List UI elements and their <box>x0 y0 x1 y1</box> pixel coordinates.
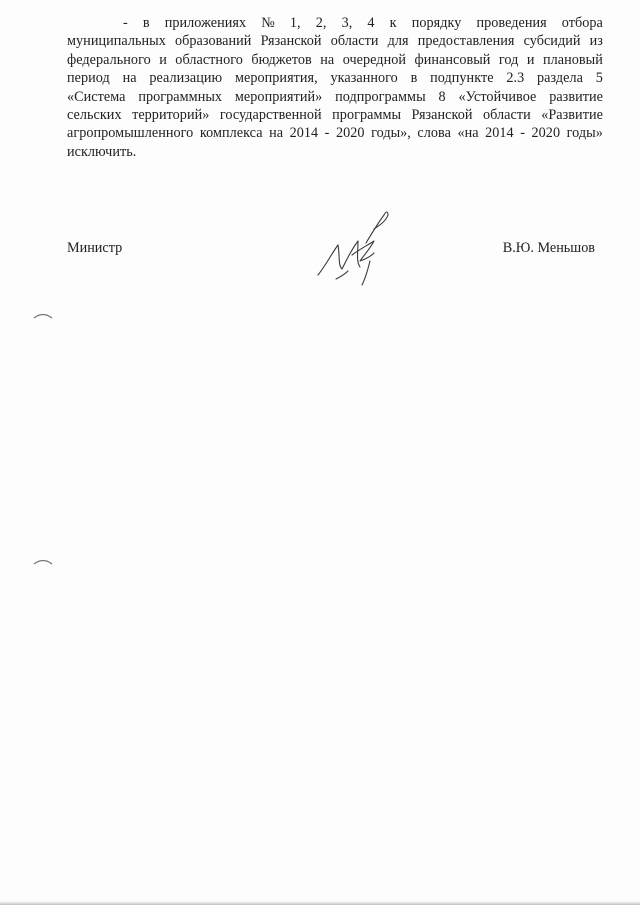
paragraph-word: сельских <box>67 106 122 123</box>
paragraph-word: период <box>67 70 110 87</box>
paragraph-word: областного <box>175 51 243 68</box>
paragraph-word: предоставления <box>417 33 515 50</box>
paragraph-word: области <box>482 106 531 123</box>
paragraph-word: государственной <box>219 106 322 123</box>
paragraph-word: Рязанской <box>260 33 322 50</box>
paragraph-word: очередной <box>342 51 406 68</box>
paragraph-line <box>67 69 603 87</box>
paragraph-word: для <box>387 33 409 50</box>
paragraph-word: из <box>589 33 603 50</box>
paragraph-word: финансовый <box>414 51 491 68</box>
paragraph-word: программы <box>332 106 402 123</box>
paragraph-word: на <box>269 125 284 142</box>
punch-hole-mark <box>33 558 53 566</box>
paragraph-word: отбора <box>561 15 603 31</box>
paragraph-line <box>67 14 603 32</box>
paragraph-word: - <box>123 15 128 31</box>
paragraph-word: 2014 <box>485 125 514 142</box>
paragraph-word: субсидий <box>523 33 581 50</box>
paragraph-word: программных <box>138 88 223 105</box>
paragraph-word: раздела <box>537 70 583 87</box>
paragraph-word: 8 <box>438 88 446 105</box>
paragraph-line <box>67 88 603 106</box>
paragraph-word: 5 <box>595 70 603 87</box>
paragraph-word: слова <box>417 125 451 142</box>
paragraph-word: 2.3 <box>506 70 525 87</box>
paragraph-word: в <box>142 15 150 31</box>
signatory-title: Министр <box>67 240 123 256</box>
paragraph-word: 2014 <box>289 125 319 142</box>
paragraph-word: муниципальных <box>67 33 166 50</box>
paragraph-word: - <box>324 125 330 142</box>
paragraph-word: приложениях <box>164 15 247 31</box>
punch-hole-mark <box>33 312 53 320</box>
handwritten-signature <box>308 205 398 295</box>
paragraph-word: «Устойчивое <box>458 88 537 105</box>
paragraph-word: «Развитие <box>541 106 603 123</box>
paragraph-word: мероприятия, <box>234 70 318 87</box>
signatory-name: В.Ю. Меньшов <box>502 240 595 256</box>
paragraph-line <box>67 51 603 69</box>
paragraph-word: к <box>389 15 397 31</box>
paragraph-word: на <box>122 70 137 87</box>
paragraph-word: проведения <box>476 15 547 31</box>
paragraph-line <box>67 32 603 50</box>
paragraph-word: подпункте <box>430 70 494 87</box>
paragraph-word: указанного <box>330 70 398 87</box>
page-bottom-edge <box>0 901 640 905</box>
paragraph-word: 4 <box>367 15 375 31</box>
paragraph-word: комплекса <box>199 125 263 142</box>
paragraph-line <box>67 106 603 124</box>
paragraph-word: 2020 <box>531 125 561 142</box>
paragraph-word: развитие <box>549 88 603 105</box>
paragraph-word: «на <box>457 125 479 142</box>
paragraph-word: годы» <box>566 125 603 142</box>
paragraph-word: агропромышленного <box>67 125 194 142</box>
paragraph-word: и <box>159 51 167 68</box>
paragraph-word: 2020 <box>335 125 365 142</box>
paragraph-word: образований <box>175 33 252 50</box>
paragraph-word: год <box>498 51 519 68</box>
paragraph-word: реализацию <box>149 70 223 87</box>
paragraph-word: подпрограммы <box>335 88 426 105</box>
paragraph-word: мероприятий» <box>234 88 323 105</box>
paragraph-word: «Система <box>67 88 126 105</box>
paragraph-word: № <box>261 15 275 31</box>
paragraph-word: годы», <box>371 125 411 142</box>
paragraph-word: исключить. <box>67 143 137 160</box>
paragraph-word: 1, <box>289 15 301 31</box>
paragraph-word: на <box>320 51 335 68</box>
paragraph-word: федерального <box>67 51 151 68</box>
paragraph-word: порядку <box>411 15 462 31</box>
paragraph-line <box>67 143 603 161</box>
paragraph-word: плановый <box>542 51 603 68</box>
paragraph-word: территорий» <box>132 106 210 123</box>
paragraph-word: области <box>330 33 379 50</box>
paragraph-word: и <box>526 51 535 68</box>
paragraph-word: - <box>520 125 525 142</box>
paragraph-line <box>67 124 603 142</box>
paragraph-word: 3, <box>341 15 353 31</box>
paragraph-word: бюджетов <box>251 51 312 68</box>
paragraph-word: в <box>410 70 418 87</box>
amendment-paragraph <box>67 14 603 161</box>
paragraph-word: Рязанской <box>411 106 473 123</box>
paragraph-word: 2, <box>315 15 327 31</box>
